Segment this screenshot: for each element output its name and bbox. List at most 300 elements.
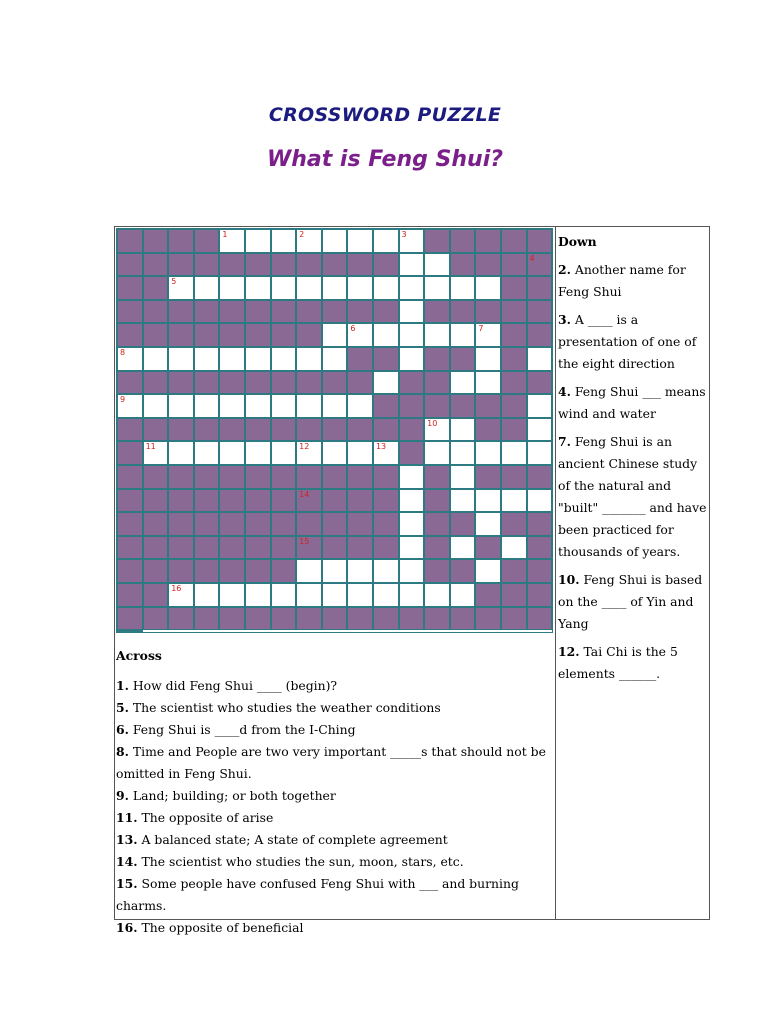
down-clue — [558, 259, 708, 303]
clue-number: 10 — [427, 418, 438, 428]
grid-cell-open[interactable] — [347, 394, 373, 418]
grid-cell-open[interactable] — [399, 229, 425, 253]
grid-cell-open[interactable] — [168, 347, 194, 371]
grid-cell-open[interactable] — [194, 441, 220, 465]
grid-cell-block — [450, 229, 476, 253]
grid-cell-open[interactable] — [399, 465, 425, 489]
grid-cell-open[interactable] — [245, 583, 271, 607]
clue-number: 12 — [299, 442, 310, 452]
grid-cell-block — [424, 512, 450, 536]
grid-cell-block — [347, 489, 373, 513]
grid-cell-block — [322, 371, 348, 395]
grid-cell-open[interactable] — [501, 489, 527, 513]
grid-cell-block — [475, 536, 501, 560]
grid-cell-block — [168, 465, 194, 489]
grid-cell-block — [117, 559, 143, 583]
grid-cell-open[interactable] — [527, 394, 553, 418]
grid-cell-block — [143, 253, 169, 277]
grid-cell-block — [143, 418, 169, 442]
grid-cell-block — [168, 559, 194, 583]
clue-text: Feng Shui ___ means wind and water — [558, 384, 706, 421]
grid-cell-block — [450, 559, 476, 583]
grid-cell-open[interactable] — [143, 394, 169, 418]
grid-cell-block — [322, 253, 348, 277]
grid-cell-block — [527, 607, 553, 631]
grid-cell-block — [501, 371, 527, 395]
grid-cell-open[interactable] — [322, 276, 348, 300]
clue-number-label: 4. — [558, 384, 571, 399]
grid-cell-block — [117, 229, 143, 253]
grid-cell-block — [143, 300, 169, 324]
grid-cell-block — [450, 512, 476, 536]
grid-cell-open[interactable] — [424, 323, 450, 347]
grid-cell-block — [501, 323, 527, 347]
grid-cell-block — [168, 323, 194, 347]
grid-cell-open[interactable] — [347, 276, 373, 300]
clue-text: A ____ is a presentation of one of the eight direction — [558, 312, 697, 371]
grid-cell-block — [194, 323, 220, 347]
grid-cell-open[interactable] — [501, 536, 527, 560]
grid-cell-block — [245, 253, 271, 277]
grid-cell-block — [475, 253, 501, 277]
grid-cell-block — [219, 371, 245, 395]
clue-number-label: 1. — [116, 678, 129, 693]
grid-cell-open[interactable] — [296, 441, 322, 465]
grid-cell-block — [322, 536, 348, 560]
grid-cell-block — [117, 276, 143, 300]
grid-cell-block — [450, 300, 476, 324]
grid-cell-open[interactable] — [322, 229, 348, 253]
grid-cell-block — [347, 418, 373, 442]
grid-cell-block — [399, 607, 425, 631]
grid-cell-open[interactable] — [450, 489, 476, 513]
grid-cell-open[interactable] — [117, 347, 143, 371]
grid-cell-open[interactable] — [475, 276, 501, 300]
clue-number: 13 — [375, 442, 387, 452]
grid-cell-block — [194, 371, 220, 395]
grid-cell-block — [322, 489, 348, 513]
clue-number-label: 3. — [558, 312, 571, 327]
clue-number: 6 — [350, 324, 356, 334]
clue-text: Feng Shui is based on the ____ of Yin and Yang — [558, 572, 703, 631]
grid-cell-block — [475, 465, 501, 489]
grid-cell-block — [245, 300, 271, 324]
grid-cell-block — [219, 536, 245, 560]
grid-cell-open[interactable] — [245, 394, 271, 418]
grid-cell-block — [219, 418, 245, 442]
grid-cell-open[interactable] — [219, 583, 245, 607]
grid-cell-open[interactable] — [399, 512, 425, 536]
grid-cell-open[interactable] — [322, 441, 348, 465]
clue-text: Tai Chi is the 5 elements ______. — [558, 644, 678, 681]
grid-cell-open[interactable] — [271, 583, 297, 607]
grid-cell-open[interactable] — [475, 347, 501, 371]
grid-cell-block — [424, 371, 450, 395]
grid-cell-block — [168, 300, 194, 324]
grid-cell-block — [527, 323, 553, 347]
grid-cell-open[interactable] — [347, 229, 373, 253]
grid-cell-block — [219, 512, 245, 536]
grid-cell-block — [143, 465, 169, 489]
grid-cell-open[interactable] — [450, 583, 476, 607]
grid-cell-open[interactable] — [194, 583, 220, 607]
grid-cell-block — [143, 489, 169, 513]
grid-cell-block — [296, 489, 322, 513]
grid-cell-open[interactable] — [399, 253, 425, 277]
grid-cell-open[interactable] — [117, 394, 143, 418]
grid-cell-open[interactable] — [450, 371, 476, 395]
grid-cell-block — [194, 229, 220, 253]
grid-cell-open[interactable] — [219, 441, 245, 465]
grid-cell-block — [143, 229, 169, 253]
grid-cell-block — [245, 536, 271, 560]
grid-cell-open[interactable] — [271, 276, 297, 300]
grid-cell-block — [296, 300, 322, 324]
down-clue — [558, 431, 708, 563]
grid-cell-block — [271, 371, 297, 395]
grid-cell-open[interactable] — [373, 371, 399, 395]
clue-number: 4 — [529, 253, 535, 263]
across-clue — [116, 917, 552, 939]
grid-cell-open[interactable] — [296, 394, 322, 418]
grid-cell-block — [143, 559, 169, 583]
grid-cell-block — [271, 253, 297, 277]
grid-cell-block — [143, 607, 169, 631]
down-clue — [558, 641, 708, 685]
grid-cell-block — [143, 276, 169, 300]
grid-cell-open[interactable] — [399, 347, 425, 371]
grid-cell-block — [194, 253, 220, 277]
grid-cell-open[interactable] — [475, 371, 501, 395]
grid-cell-block — [475, 300, 501, 324]
grid-cell-open[interactable] — [219, 394, 245, 418]
grid-cell-block — [143, 536, 169, 560]
grid-cell-open[interactable] — [219, 229, 245, 253]
grid-cell-open[interactable] — [527, 347, 553, 371]
grid-cell-open[interactable] — [271, 347, 297, 371]
grid-cell-block — [475, 229, 501, 253]
grid-cell-open[interactable] — [322, 394, 348, 418]
grid-cell-block — [245, 559, 271, 583]
down-clue-list — [558, 259, 708, 685]
grid-cell-block — [501, 607, 527, 631]
clue-number-label: 9. — [116, 788, 129, 803]
grid-cell-open[interactable] — [271, 441, 297, 465]
clue-number-label: 8. — [116, 744, 129, 759]
grid-cell-block — [143, 323, 169, 347]
grid-cell-block — [219, 559, 245, 583]
grid-cell-block — [347, 300, 373, 324]
grid-cell-open[interactable] — [501, 441, 527, 465]
grid-cell-block — [399, 418, 425, 442]
grid-cell-open[interactable] — [399, 583, 425, 607]
grid-cell-open[interactable] — [271, 229, 297, 253]
grid-cell-open[interactable] — [117, 630, 143, 632]
grid-cell-block — [373, 347, 399, 371]
grid-cell-open[interactable] — [322, 583, 348, 607]
grid-cell-block — [117, 536, 143, 560]
grid-cell-block — [117, 371, 143, 395]
grid-cell-open[interactable] — [296, 229, 322, 253]
grid-cell-block — [424, 229, 450, 253]
grid-cell-block — [168, 536, 194, 560]
clue-number: 2 — [299, 230, 305, 239]
grid-cell-open[interactable] — [399, 489, 425, 513]
grid-cell-block — [475, 607, 501, 631]
grid-cell-open[interactable] — [399, 559, 425, 583]
grid-cell-block — [219, 253, 245, 277]
grid-cell-open[interactable] — [399, 323, 425, 347]
grid-cell-open[interactable] — [424, 441, 450, 465]
clue-number-label: 12. — [558, 644, 580, 659]
grid-cell-open[interactable] — [475, 489, 501, 513]
clue-text: The scientist who studies the sun, moon, stars, etc. — [137, 854, 464, 869]
grid-cell-open[interactable] — [475, 323, 501, 347]
grid-cell-block — [475, 394, 501, 418]
clue-text: Land; building; or both together — [128, 788, 336, 803]
grid-cell-open[interactable] — [475, 512, 501, 536]
grid-cell-block — [527, 300, 553, 324]
clue-text: Another name for Feng Shui — [558, 262, 686, 299]
across-clue — [116, 719, 552, 741]
grid-cell-block — [347, 371, 373, 395]
grid-cell-open[interactable] — [296, 347, 322, 371]
grid-cell-block — [501, 465, 527, 489]
grid-cell-block — [117, 253, 143, 277]
grid-cell-open[interactable] — [373, 276, 399, 300]
grid-cell-open[interactable] — [168, 441, 194, 465]
grid-cell-open[interactable] — [424, 276, 450, 300]
grid-cell-block — [347, 607, 373, 631]
grid-cell-block — [296, 536, 322, 560]
grid-cell-open[interactable] — [322, 323, 348, 347]
grid-cell-block — [527, 583, 553, 607]
grid-cell-open[interactable] — [168, 394, 194, 418]
grid-cell-open[interactable] — [245, 347, 271, 371]
grid-cell-open[interactable] — [219, 347, 245, 371]
grid-cell-block — [527, 276, 553, 300]
grid-cell-open[interactable] — [245, 229, 271, 253]
down-heading: Down — [558, 234, 597, 249]
grid-cell-open[interactable] — [194, 276, 220, 300]
clue-text: The opposite of beneficial — [137, 920, 304, 935]
grid-cell-block — [399, 371, 425, 395]
grid-cell-block — [194, 607, 220, 631]
grid-cell-open[interactable] — [347, 583, 373, 607]
grid-cell-block — [245, 512, 271, 536]
clue-number: 7 — [478, 324, 484, 334]
grid-cell-open[interactable] — [373, 323, 399, 347]
grid-cell-block — [271, 512, 297, 536]
grid-cell-open[interactable] — [373, 583, 399, 607]
grid-cell-block — [219, 465, 245, 489]
grid-cell-block — [424, 536, 450, 560]
grid-cell-block — [373, 394, 399, 418]
grid-cell-block — [194, 489, 220, 513]
grid-cell-open[interactable] — [450, 465, 476, 489]
grid-cell-block — [271, 300, 297, 324]
grid-cell-block — [501, 229, 527, 253]
grid-cell-block — [143, 512, 169, 536]
grid-cell-open[interactable] — [373, 229, 399, 253]
grid-cell-open[interactable] — [168, 583, 194, 607]
grid-cell-block — [527, 253, 553, 277]
clue-number: 8 — [120, 347, 126, 357]
grid-cell-block — [245, 323, 271, 347]
clue-number-label: 16. — [116, 920, 138, 935]
down-clue — [558, 381, 708, 425]
grid-cell-open[interactable] — [143, 441, 169, 465]
grid-cell-block — [117, 300, 143, 324]
grid-cell-open[interactable] — [373, 441, 399, 465]
across-clue-list — [116, 675, 552, 939]
grid-cell-open[interactable] — [245, 441, 271, 465]
grid-cell-open[interactable] — [347, 323, 373, 347]
grid-cell-block — [168, 489, 194, 513]
grid-cell-block — [296, 371, 322, 395]
grid-cell-block — [296, 323, 322, 347]
clue-number-label: 11. — [116, 810, 138, 825]
grid-cell-open[interactable] — [475, 559, 501, 583]
grid-cell-open[interactable] — [194, 394, 220, 418]
clue-text: The opposite of arise — [137, 810, 274, 825]
clue-number: 14 — [299, 489, 310, 499]
clue-number: 15 — [299, 536, 310, 546]
grid-cell-block — [117, 418, 143, 442]
grid-cell-block — [245, 489, 271, 513]
grid-cell-block — [194, 300, 220, 324]
grid-cell-block — [373, 512, 399, 536]
crossword-grid — [116, 228, 553, 633]
grid-cell-block — [143, 371, 169, 395]
grid-cell-open[interactable] — [424, 418, 450, 442]
grid-cell-open[interactable] — [527, 441, 553, 465]
across-clues-panel — [116, 645, 552, 939]
grid-cell-open[interactable] — [219, 276, 245, 300]
grid-cell-open[interactable] — [347, 441, 373, 465]
grid-cell-block — [271, 323, 297, 347]
grid-cell-open[interactable] — [399, 276, 425, 300]
across-clue — [116, 851, 552, 873]
grid-cell-open[interactable] — [322, 347, 348, 371]
grid-cell-block — [527, 465, 553, 489]
grid-cell-block — [219, 323, 245, 347]
grid-cell-open[interactable] — [450, 418, 476, 442]
grid-cell-block — [527, 229, 553, 253]
grid-cell-open[interactable] — [373, 559, 399, 583]
grid-cell-open[interactable] — [424, 583, 450, 607]
clue-text: The scientist who studies the weather conditions — [128, 700, 441, 715]
grid-cell-block — [296, 418, 322, 442]
grid-cell-block — [450, 253, 476, 277]
across-clue — [116, 807, 552, 829]
grid-cell-block — [475, 583, 501, 607]
grid-cell-block — [347, 512, 373, 536]
grid-cell-block — [194, 418, 220, 442]
grid-cell-open[interactable] — [527, 418, 553, 442]
grid-cell-open[interactable] — [168, 276, 194, 300]
grid-cell-block — [219, 300, 245, 324]
grid-cell-block — [322, 512, 348, 536]
grid-cell-block — [245, 465, 271, 489]
grid-cell-block — [424, 347, 450, 371]
across-clue — [116, 697, 552, 719]
grid-cell-open[interactable] — [475, 441, 501, 465]
grid-cell-open[interactable] — [450, 276, 476, 300]
grid-cell-open[interactable] — [296, 559, 322, 583]
grid-cell-block — [322, 300, 348, 324]
grid-cell-block — [501, 559, 527, 583]
grid-cell-open[interactable] — [450, 323, 476, 347]
grid-cell-open[interactable] — [527, 489, 553, 513]
grid-cell-open[interactable] — [424, 253, 450, 277]
clue-number-label: 2. — [558, 262, 571, 277]
grid-cell-block — [117, 512, 143, 536]
grid-cell-block — [501, 347, 527, 371]
grid-cell-block — [296, 253, 322, 277]
clue-text: Feng Shui is an ancient Chinese study of the natural and "built" _______ and have been practiced for thousands of years. — [558, 434, 707, 559]
across-clue — [116, 873, 552, 917]
grid-cell-block — [271, 489, 297, 513]
clue-number-label: 15. — [116, 876, 138, 891]
grid-cell-open[interactable] — [450, 441, 476, 465]
grid-cell-block — [271, 607, 297, 631]
grid-cell-block — [168, 607, 194, 631]
grid-cell-block — [271, 418, 297, 442]
clue-number-label: 10. — [558, 572, 580, 587]
grid-cell-open[interactable] — [399, 300, 425, 324]
grid-cell-open[interactable] — [143, 347, 169, 371]
clue-text: A balanced state; A state of complete agreement — [137, 832, 448, 847]
clue-number: 9 — [120, 395, 126, 405]
grid-cell-block — [117, 465, 143, 489]
clue-number: 5 — [171, 277, 177, 287]
grid-cell-open[interactable] — [450, 536, 476, 560]
grid-cell-block — [347, 347, 373, 371]
across-clue — [116, 785, 552, 807]
column-divider — [555, 226, 556, 920]
grid-cell-open[interactable] — [245, 276, 271, 300]
clue-number-label: 5. — [116, 700, 129, 715]
grid-cell-block — [168, 229, 194, 253]
grid-cell-block — [424, 394, 450, 418]
clue-text: Some people have confused Feng Shui with ___ and burning charms. — [116, 876, 519, 913]
grid-cell-open[interactable] — [347, 559, 373, 583]
grid-cell-block — [501, 394, 527, 418]
grid-cell-open[interactable] — [322, 559, 348, 583]
grid-cell-block — [399, 441, 425, 465]
grid-cell-block — [450, 394, 476, 418]
grid-cell-open[interactable] — [296, 276, 322, 300]
grid-cell-open[interactable] — [194, 347, 220, 371]
grid-cell-open[interactable] — [399, 536, 425, 560]
grid-cell-block — [373, 418, 399, 442]
grid-cell-block — [245, 607, 271, 631]
grid-cell-block — [527, 371, 553, 395]
grid-cell-block — [194, 512, 220, 536]
grid-cell-block — [399, 394, 425, 418]
grid-cell-block — [373, 465, 399, 489]
grid-cell-open[interactable] — [271, 394, 297, 418]
clue-number: 11 — [145, 442, 156, 452]
down-clues-panel — [558, 231, 708, 691]
clue-number-label: 6. — [116, 722, 129, 737]
grid-cell-block — [219, 607, 245, 631]
grid-cell-block — [117, 583, 143, 607]
grid-cell-open[interactable] — [296, 583, 322, 607]
grid-cell-block — [373, 607, 399, 631]
grid-cell-block — [322, 418, 348, 442]
